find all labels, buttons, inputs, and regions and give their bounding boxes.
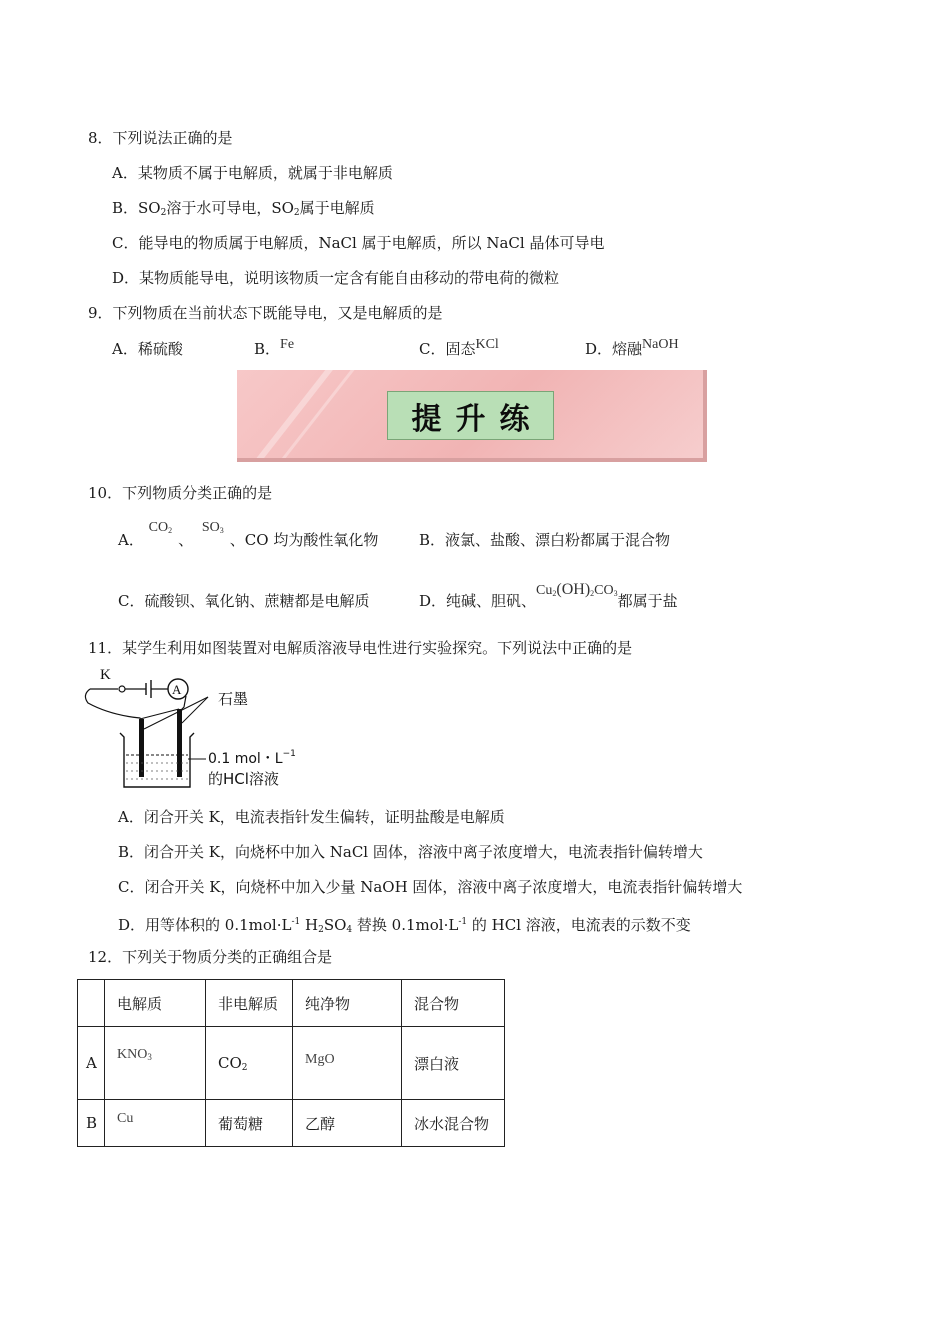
pointer-line (182, 697, 208, 723)
q11-d-part: H (300, 916, 319, 934)
q8-b-part2: 溶于水可导电，SO (166, 199, 294, 217)
q10-stem: 10．下列物质分类正确的是 (88, 484, 273, 502)
subscript: 3 (147, 1051, 152, 1062)
formula-text: CO (148, 520, 169, 535)
q9-d-formula: NaOH (642, 337, 679, 352)
table-cell (206, 1027, 293, 1100)
q9-option-b (254, 339, 294, 361)
q10-d-rest: 都属于盐 (617, 592, 678, 610)
subscript: 2 (160, 208, 167, 218)
table-header-cell: 混合物 (402, 980, 505, 1027)
subscript: 3 (219, 526, 224, 535)
q10-a-formula2 (202, 520, 224, 535)
q12-stem: 12．下列关于物质分类的正确组合是 (88, 948, 333, 966)
formula-text: SO (201, 520, 220, 535)
formula-text: Cu (536, 583, 553, 598)
q9-d-label: D．熔融 (585, 340, 643, 358)
q9-option-d (585, 339, 679, 361)
q9-c-label: C．固态 (419, 340, 476, 358)
q10-option-d (419, 581, 678, 616)
q10-a-formula1 (149, 520, 172, 535)
q11-d-part: 的 HCl 溶液，电流表的示数不变 (467, 916, 691, 934)
q8-b-part3: 属于电解质 (299, 199, 375, 217)
q9-b-formula: Fe (280, 337, 295, 352)
q11-d-part: SO (323, 916, 347, 934)
table-header-cell: 电解质 (105, 980, 206, 1027)
subscript: 2 (241, 1062, 248, 1073)
formula-text: MgO (305, 1051, 335, 1067)
q8-option-c: C．能导电的物质属于电解质，NaCl 属于电解质，所以 NaCl 晶体可导电 (112, 234, 605, 252)
q9-stem: 9．下列物质在当前状态下既能导电，又是电解质的是 (88, 304, 443, 322)
formula-text: KNO (117, 1046, 148, 1062)
table-cell: 冰水混合物 (402, 1100, 505, 1147)
banner-title: 提升练 (411, 401, 544, 437)
table-header-cell: 纯净物 (293, 980, 402, 1027)
formula-text: Cu (117, 1110, 134, 1126)
q10-option-c: C．硫酸钡、氧化钠、蔗糖都是电解质 (118, 592, 370, 610)
q9-c-formula: KCl (475, 337, 499, 352)
formula (117, 1047, 152, 1062)
subscript: 2 (552, 589, 557, 598)
q9-b-label: B． (254, 340, 281, 358)
q11-d-part: 替换 0.1mol·L (352, 916, 459, 934)
table-header-cell (78, 980, 105, 1027)
subscript: 2 (590, 589, 595, 598)
q11-d-part: D．用等体积的 0.1mol·L (118, 916, 292, 934)
q8-b-part1: B．SO (112, 199, 161, 217)
subscript: 3 (613, 589, 618, 598)
superscript: -1 (291, 917, 301, 927)
concentration-label (208, 749, 296, 767)
q11-option-d (118, 912, 691, 940)
graphite-electrode-left (139, 719, 144, 777)
row-label: A (78, 1027, 105, 1100)
wire (85, 689, 142, 723)
q11-stem: 11．某学生利用如图装置对电解质溶液导电性进行实验探究。下列说法中正确的是 (88, 639, 633, 657)
table-row (78, 1027, 505, 1100)
q11-option-b: B．闭合开关 K，向烧杯中加入 NaCl 固体，溶液中离子浓度增大，电流表指针偏转增大 (118, 843, 703, 861)
q10-a-label: A． (118, 531, 144, 549)
classification-table (77, 979, 505, 1147)
switch-contact-icon (119, 686, 125, 692)
concentration-text: 0.1 mol・L (208, 751, 283, 767)
section-banner (237, 370, 707, 462)
table-cell (105, 1027, 206, 1100)
q9-option-a: A．稀硫酸 (112, 340, 183, 358)
row-label: B (78, 1100, 105, 1147)
q10-a-rest: 、CO 均为酸性氧化物 (229, 531, 379, 549)
subscript: 4 (346, 925, 353, 935)
conductivity-apparatus-diagram (80, 663, 320, 793)
table-cell: 乙醇 (293, 1100, 402, 1147)
formula-text: CO (594, 583, 614, 598)
superscript: −1 (282, 749, 296, 759)
q11-option-a: A．闭合开关 K，电流表指针发生偏转，证明盐酸是电解质 (118, 808, 505, 826)
table-cell: 葡萄糖 (206, 1100, 293, 1147)
subscript: 2 (318, 925, 324, 935)
superscript: -1 (458, 917, 468, 927)
table-header-cell: 非电解质 (206, 980, 293, 1027)
graphite-electrode-right (177, 709, 182, 777)
q8-option-d: D．某物质能导电，说明该物质一定含有能自由移动的带电荷的微粒 (112, 269, 560, 287)
q8-option-b (112, 198, 375, 223)
formula-text: CO (218, 1053, 242, 1072)
solution-label: 的HCl溶液 (208, 770, 279, 788)
banner-title-box (387, 391, 554, 440)
table-cell (105, 1100, 206, 1147)
q10-a-sep: 、 (178, 531, 194, 549)
q9-option-c (419, 339, 499, 361)
ammeter-label: A (172, 682, 182, 697)
q10-option-a (118, 520, 379, 555)
pointer-line (144, 697, 208, 729)
q11-option-c: C．闭合开关 K，向烧杯中加入少量 NaOH 固体，溶液中离子浓度增大，电流表指针偏转增大 (118, 878, 743, 896)
q10-d-label: D．纯碱、胆矾、 (419, 592, 537, 610)
subscript: 2 (168, 526, 173, 535)
table-cell: 漂白液 (402, 1027, 505, 1100)
q8-stem: 8．下列说法正确的是 (88, 129, 233, 147)
table-row (78, 1100, 505, 1147)
q10-option-b: B．液氯、盐酸、漂白粉都属于混合物 (419, 531, 671, 549)
graphite-label: 石墨 (218, 690, 249, 708)
formula-text: (OH) (556, 581, 591, 598)
q10-d-formula (536, 583, 618, 598)
switch-label: K (100, 667, 111, 683)
table-header-row (78, 980, 505, 1027)
table-cell (293, 1027, 402, 1100)
subscript: 2 (293, 208, 300, 218)
q8-option-a: A．某物质不属于电解质，就属于非电解质 (112, 164, 393, 182)
